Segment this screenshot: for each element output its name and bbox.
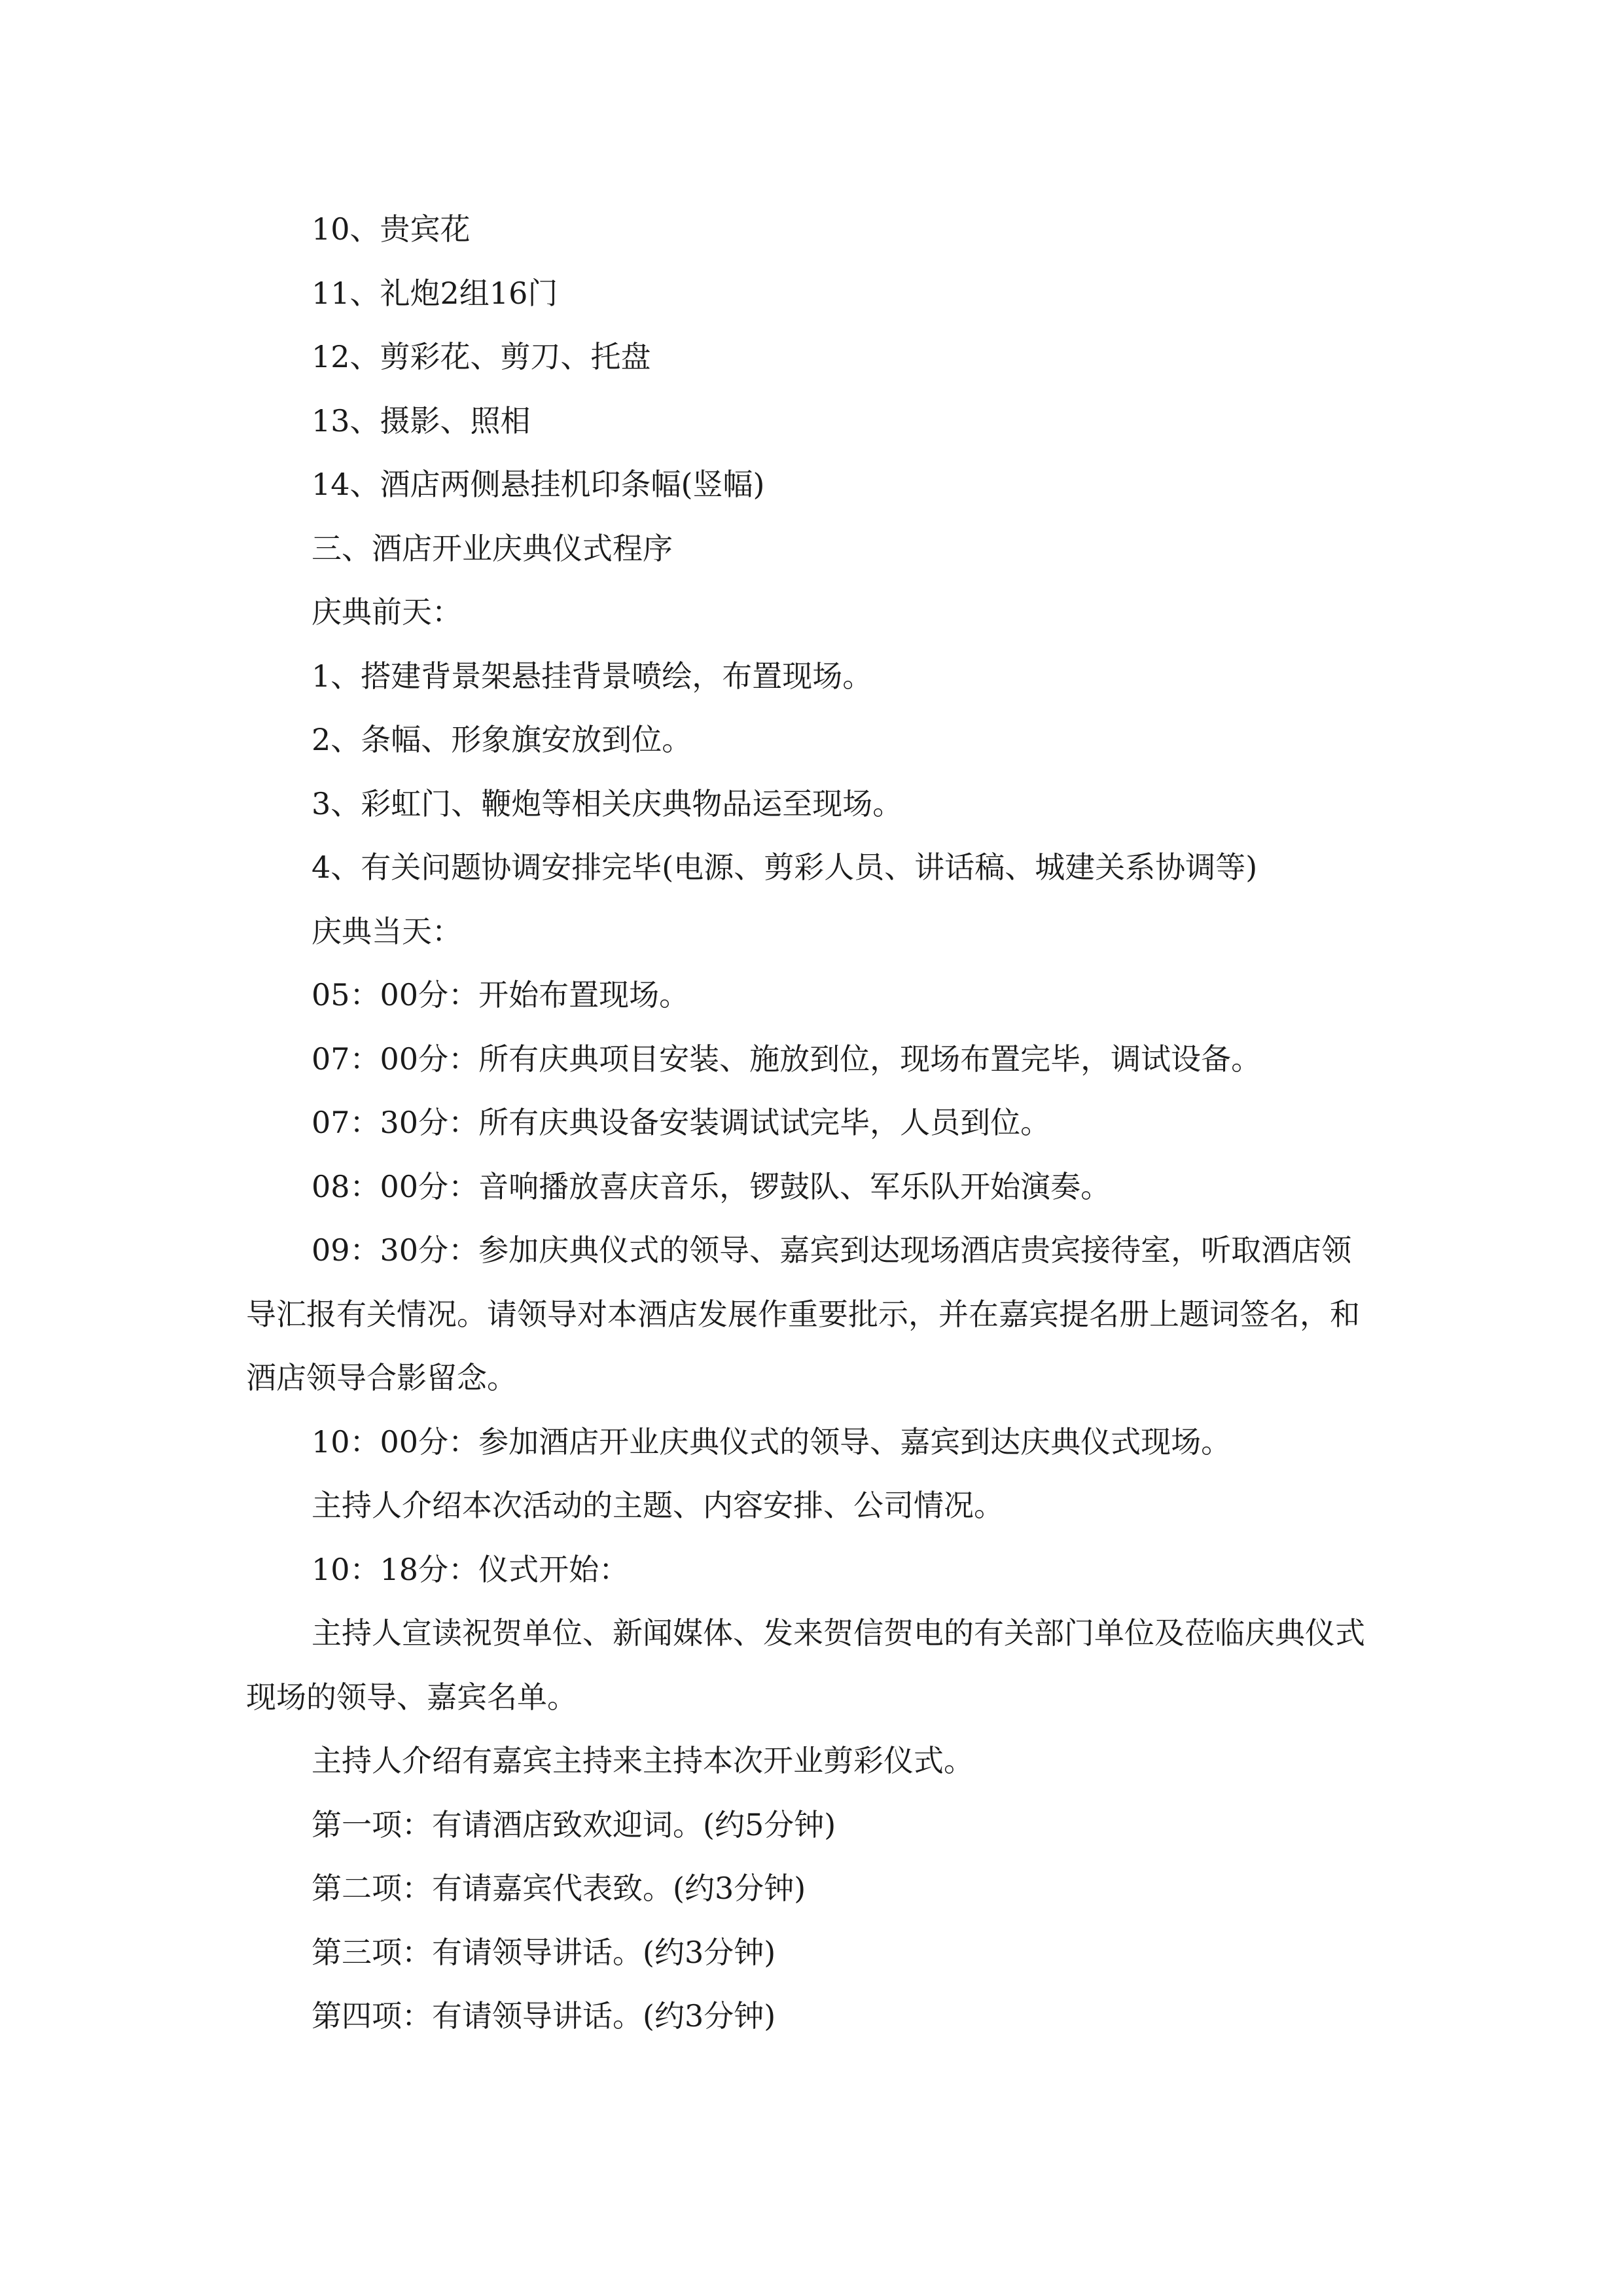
schedule-0500: 05：00分：开始布置现场。 bbox=[312, 977, 690, 1013]
day-before-item-3: 3、彩虹门、鞭炮等相关庆典物品运至现场。 bbox=[312, 785, 903, 821]
schedule-0930: 09：30分：参加庆典仪式的领导、嘉宾到达现场酒店贵宾接待室，听取酒店领导汇报有关情况。请领导对本酒店发展作重要批示，并在嘉宾提名册上题词签名，和酒店领导合影留念。 bbox=[246, 1232, 1360, 1395]
schedule-1000: 10：00分：参加酒店开业庆典仪式的领导、嘉宾到达庆典仪式现场。 bbox=[312, 1424, 1232, 1460]
list-item-10: 10、贵宾花 bbox=[312, 211, 471, 247]
program-item-4: 第四项：有请领导讲话。(约3分钟) bbox=[312, 1998, 776, 2034]
document-body bbox=[246, 198, 1380, 2049]
day-before-item-4: 4、有关问题协调安排完毕(电源、剪彩人员、讲话稿、城建关系协调等) bbox=[312, 850, 1258, 885]
program-item-3: 第三项：有请领导讲话。(约3分钟) bbox=[312, 1934, 776, 1970]
program-item-1: 第一项：有请酒店致欢迎词。(约5分钟) bbox=[312, 1806, 836, 1842]
schedule-1018: 10：18分：仪式开始： bbox=[312, 1551, 630, 1587]
host-guest-paragraph: 主持人介绍有嘉宾主持来主持本次开业剪彩仪式。 bbox=[312, 1743, 974, 1778]
schedule-0730: 07：30分：所有庆典设备安装调试试完毕，人员到位。 bbox=[312, 1105, 1051, 1140]
list-item-12: 12、剪彩花、剪刀、托盘 bbox=[312, 339, 651, 374]
subheading-day-before: 庆典前天： bbox=[312, 594, 462, 630]
section-heading-3: 三、酒店开业庆典仪式程序 bbox=[312, 530, 673, 566]
list-item-14: 14、酒店两侧悬挂机印条幅(竖幅) bbox=[312, 467, 765, 502]
schedule-0800: 08：00分：音响播放喜庆音乐，锣鼓队、军乐队开始演奏。 bbox=[312, 1168, 1111, 1204]
host-announcement-paragraph: 主持人宣读祝贺单位、新闻媒体、发来贺信贺电的有关部门单位及莅临庆典仪式现场的领导、嘉宾名单。 bbox=[246, 1615, 1365, 1715]
list-item-13: 13、摄影、照相 bbox=[312, 403, 531, 439]
list-item-11: 11、礼炮2组16门 bbox=[312, 275, 558, 311]
subheading-ceremony-day: 庆典当天： bbox=[312, 913, 462, 949]
day-before-item-1: 1、搭建背景架悬挂背景喷绘，布置现场。 bbox=[312, 658, 873, 694]
program-item-2: 第二项：有请嘉宾代表致。(约3分钟) bbox=[312, 1871, 806, 1906]
schedule-0700: 07：00分：所有庆典项目安装、施放到位，现场布置完毕，调试设备。 bbox=[312, 1041, 1262, 1077]
day-before-item-2: 2、条幅、形象旗安放到位。 bbox=[312, 722, 692, 757]
host-intro-paragraph: 主持人介绍本次活动的主题、内容安排、公司情况。 bbox=[312, 1488, 1004, 1523]
